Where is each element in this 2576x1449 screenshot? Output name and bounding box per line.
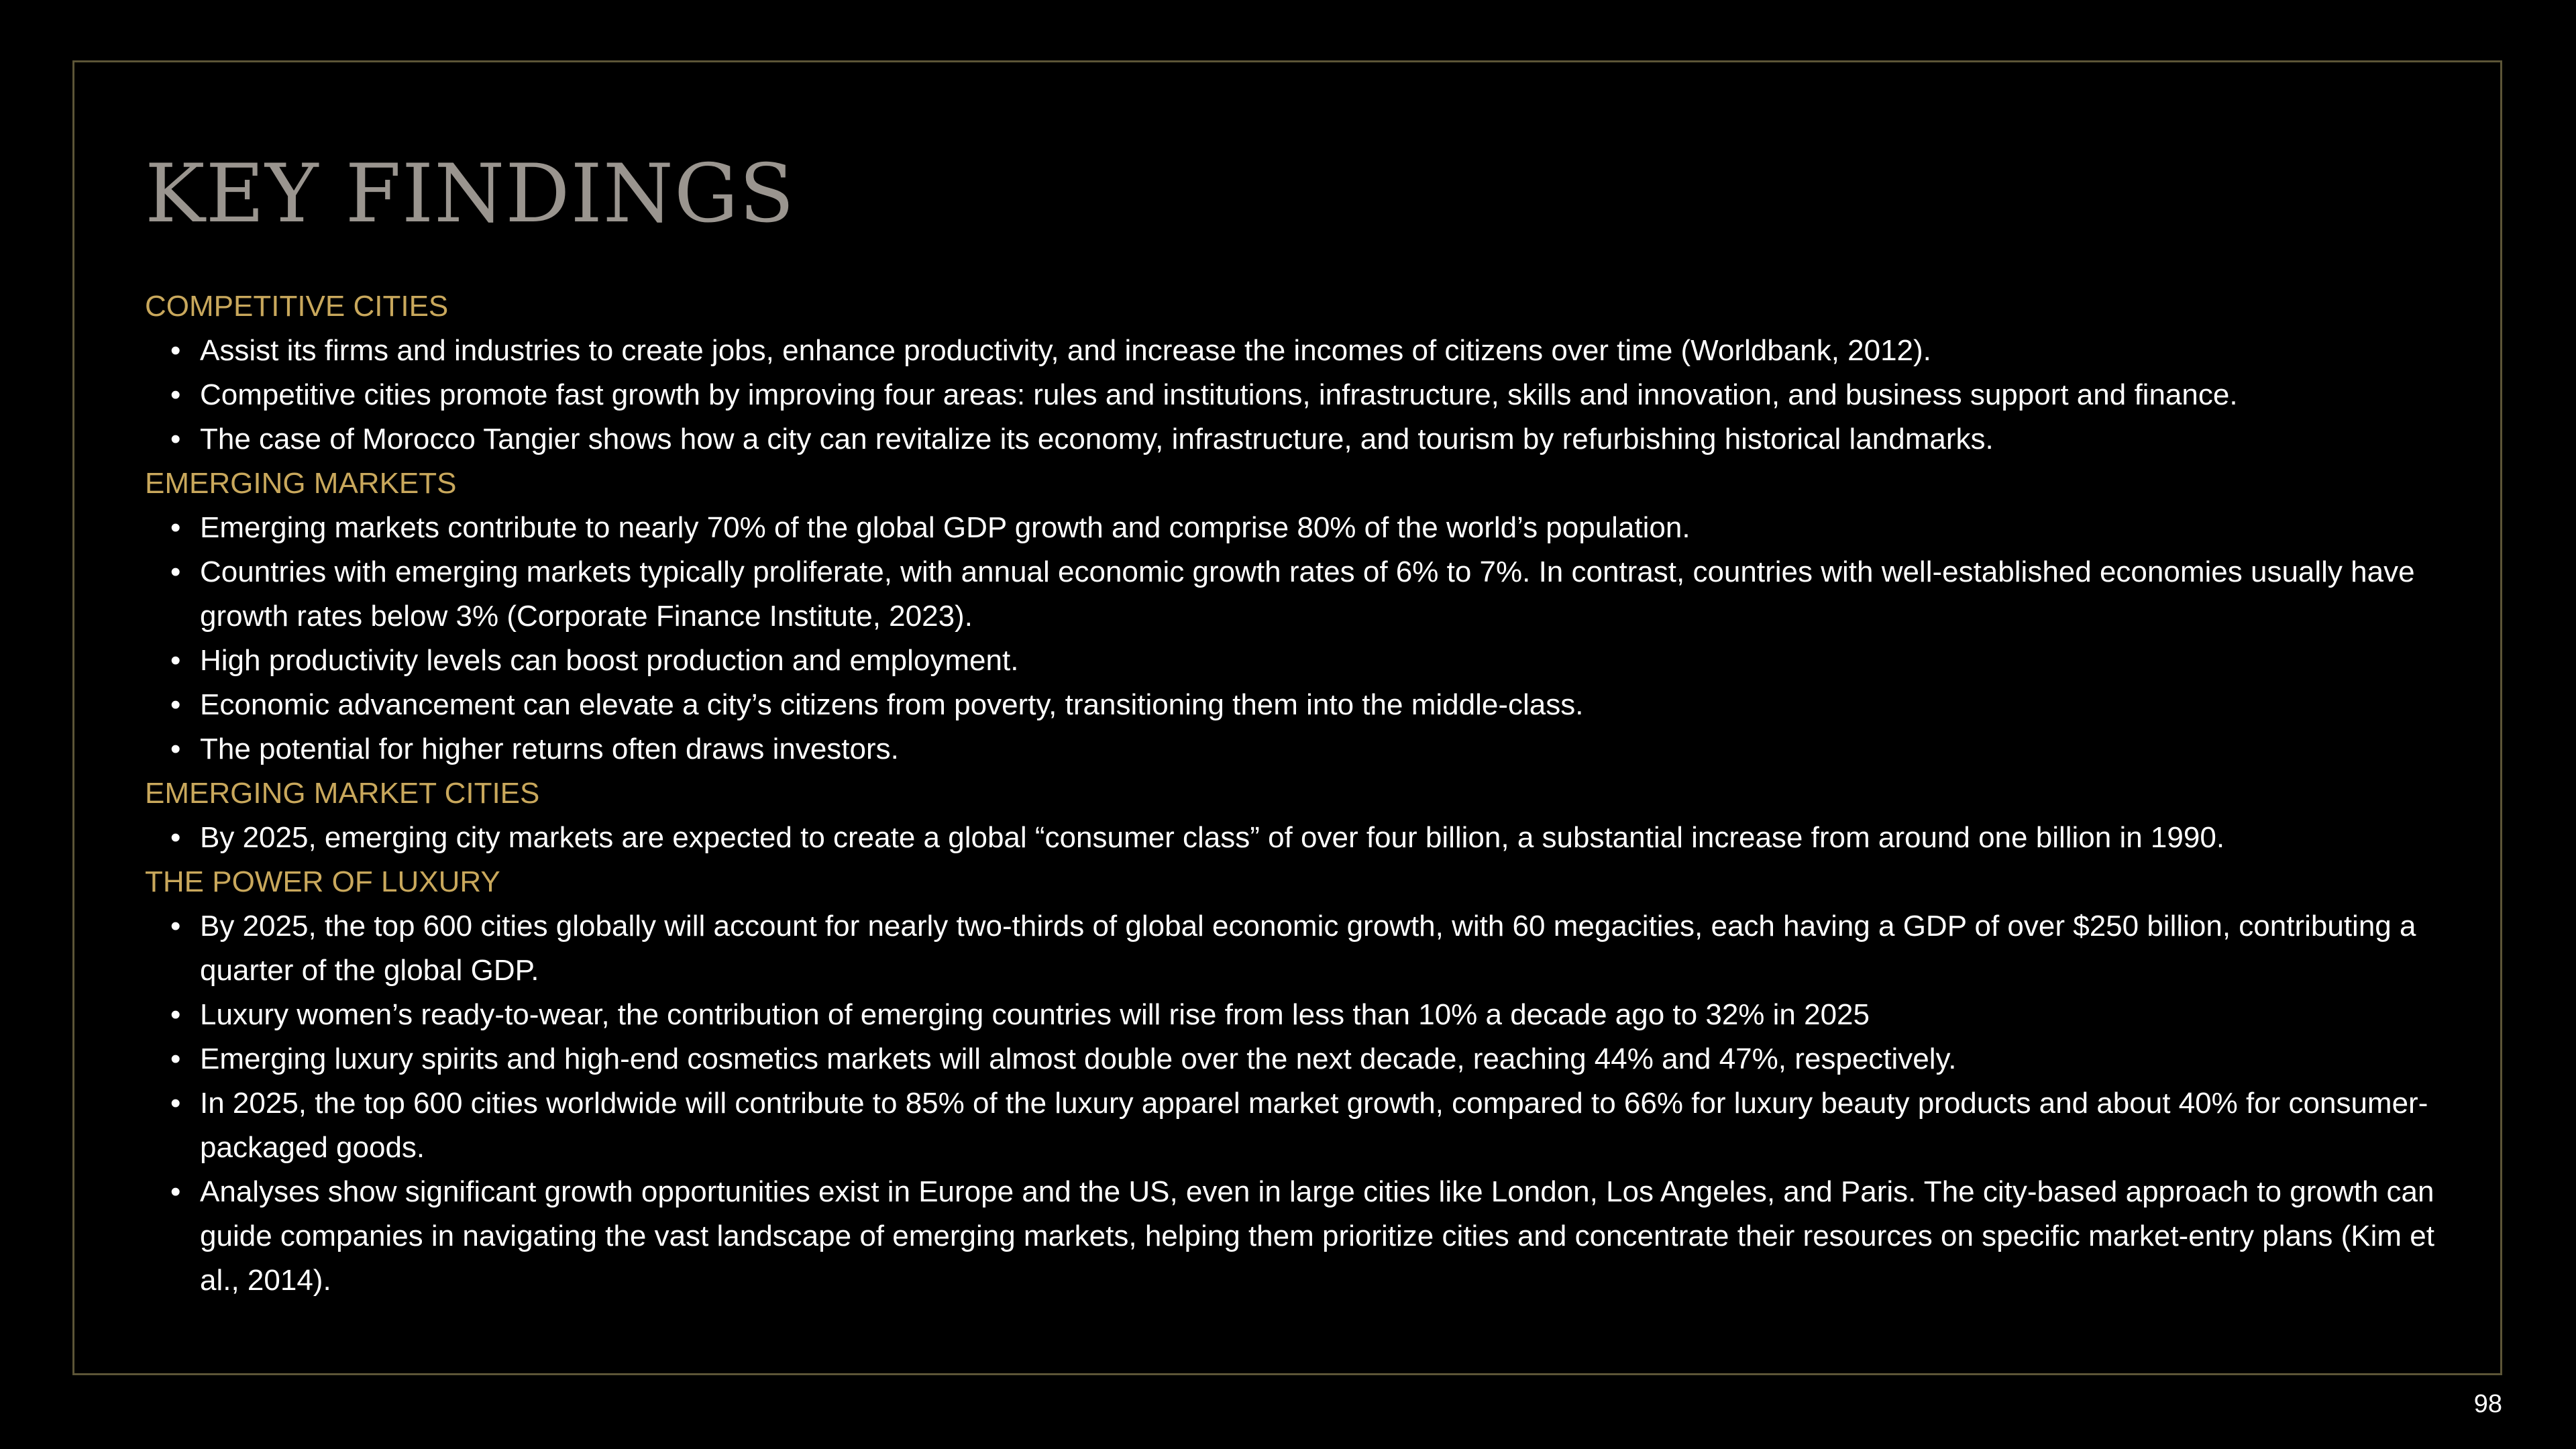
bullet-item: • By 2025, emerging city markets are expected to create a global “consumer class” of over four billion, a substantial increase from around one billion in 1990. <box>200 816 2439 860</box>
section-emerging-market-cities <box>145 771 2439 860</box>
section-emerging-markets <box>145 462 2439 771</box>
section-heading: EMERGING MARKETS <box>145 467 457 500</box>
bullet-item: • High productivity levels can boost production and employment. <box>200 639 2439 683</box>
section-power-of-luxury <box>145 860 2439 1303</box>
bullet-item: • Emerging luxury spirits and high-end cosmetics markets will almost double over the next decade, reaching 44% and 47%, respectively. <box>200 1037 2439 1081</box>
bullet-list <box>145 816 2439 860</box>
bullet-item: • Competitive cities promote fast growth by improving four areas: rules and institutions, infrastructure, skills and innovation, and business support and finance. <box>200 373 2439 417</box>
bullet-item: • The potential for higher returns often draws investors. <box>200 727 2439 771</box>
bullet-item: • Analyses show significant growth opportunities exist in Europe and the US, even in large cities like London, Los Angeles, and Paris. The city-based approach to growth can guide companies in navigating the vast landscape of emerging markets, helping them prioritize cities and concentrate their resources on specific market-entry plans (Kim et al., 2014). <box>200 1170 2439 1303</box>
bullet-item: • The case of Morocco Tangier shows how a city can revitalize its economy, infrastructure, and tourism by refurbishing historical landmarks. <box>200 417 2439 462</box>
section-heading: THE POWER OF LUXURY <box>145 865 500 898</box>
bullet-list <box>145 506 2439 771</box>
findings-content <box>145 284 2439 1303</box>
bullet-item: • Countries with emerging markets typically proliferate, with annual economic growth rates of 6% to 7%. In contrast, countries with well-established economies usually have growth rates below 3% (Corporate Finance Institute, 2023). <box>200 550 2439 639</box>
bullet-list <box>145 904 2439 1303</box>
section-competitive-cities <box>145 284 2439 462</box>
bullet-item: • By 2025, the top 600 cities globally will account for nearly two-thirds of global economic growth, with 60 megacities, each having a GDP of over $250 billion, contributing a quarter of the global GDP. <box>200 904 2439 993</box>
bullet-item: • Luxury women’s ready-to-wear, the contribution of emerging countries will rise from less than 10% a decade ago to 32% in 2025 <box>200 993 2439 1037</box>
section-heading: EMERGING MARKET CITIES <box>145 777 540 810</box>
bullet-item: • Emerging markets contribute to nearly 70% of the global GDP growth and comprise 80% of the world’s population. <box>200 506 2439 550</box>
section-heading: COMPETITIVE CITIES <box>145 290 449 323</box>
page-number: 98 <box>2473 1390 2502 1418</box>
bullet-item: • Assist its firms and industries to create jobs, enhance productivity, and increase the incomes of citizens over time (Worldbank, 2012). <box>200 329 2439 373</box>
slide-title: KEY FINDINGS <box>145 148 795 241</box>
bullet-item: • Economic advancement can elevate a city’s citizens from poverty, transitioning them into the middle-class. <box>200 683 2439 727</box>
bullet-item: • In 2025, the top 600 cities worldwide will contribute to 85% of the luxury apparel market growth, compared to 66% for luxury beauty products and about 40% for consumer-packaged goods. <box>200 1081 2439 1170</box>
bullet-list <box>145 329 2439 462</box>
